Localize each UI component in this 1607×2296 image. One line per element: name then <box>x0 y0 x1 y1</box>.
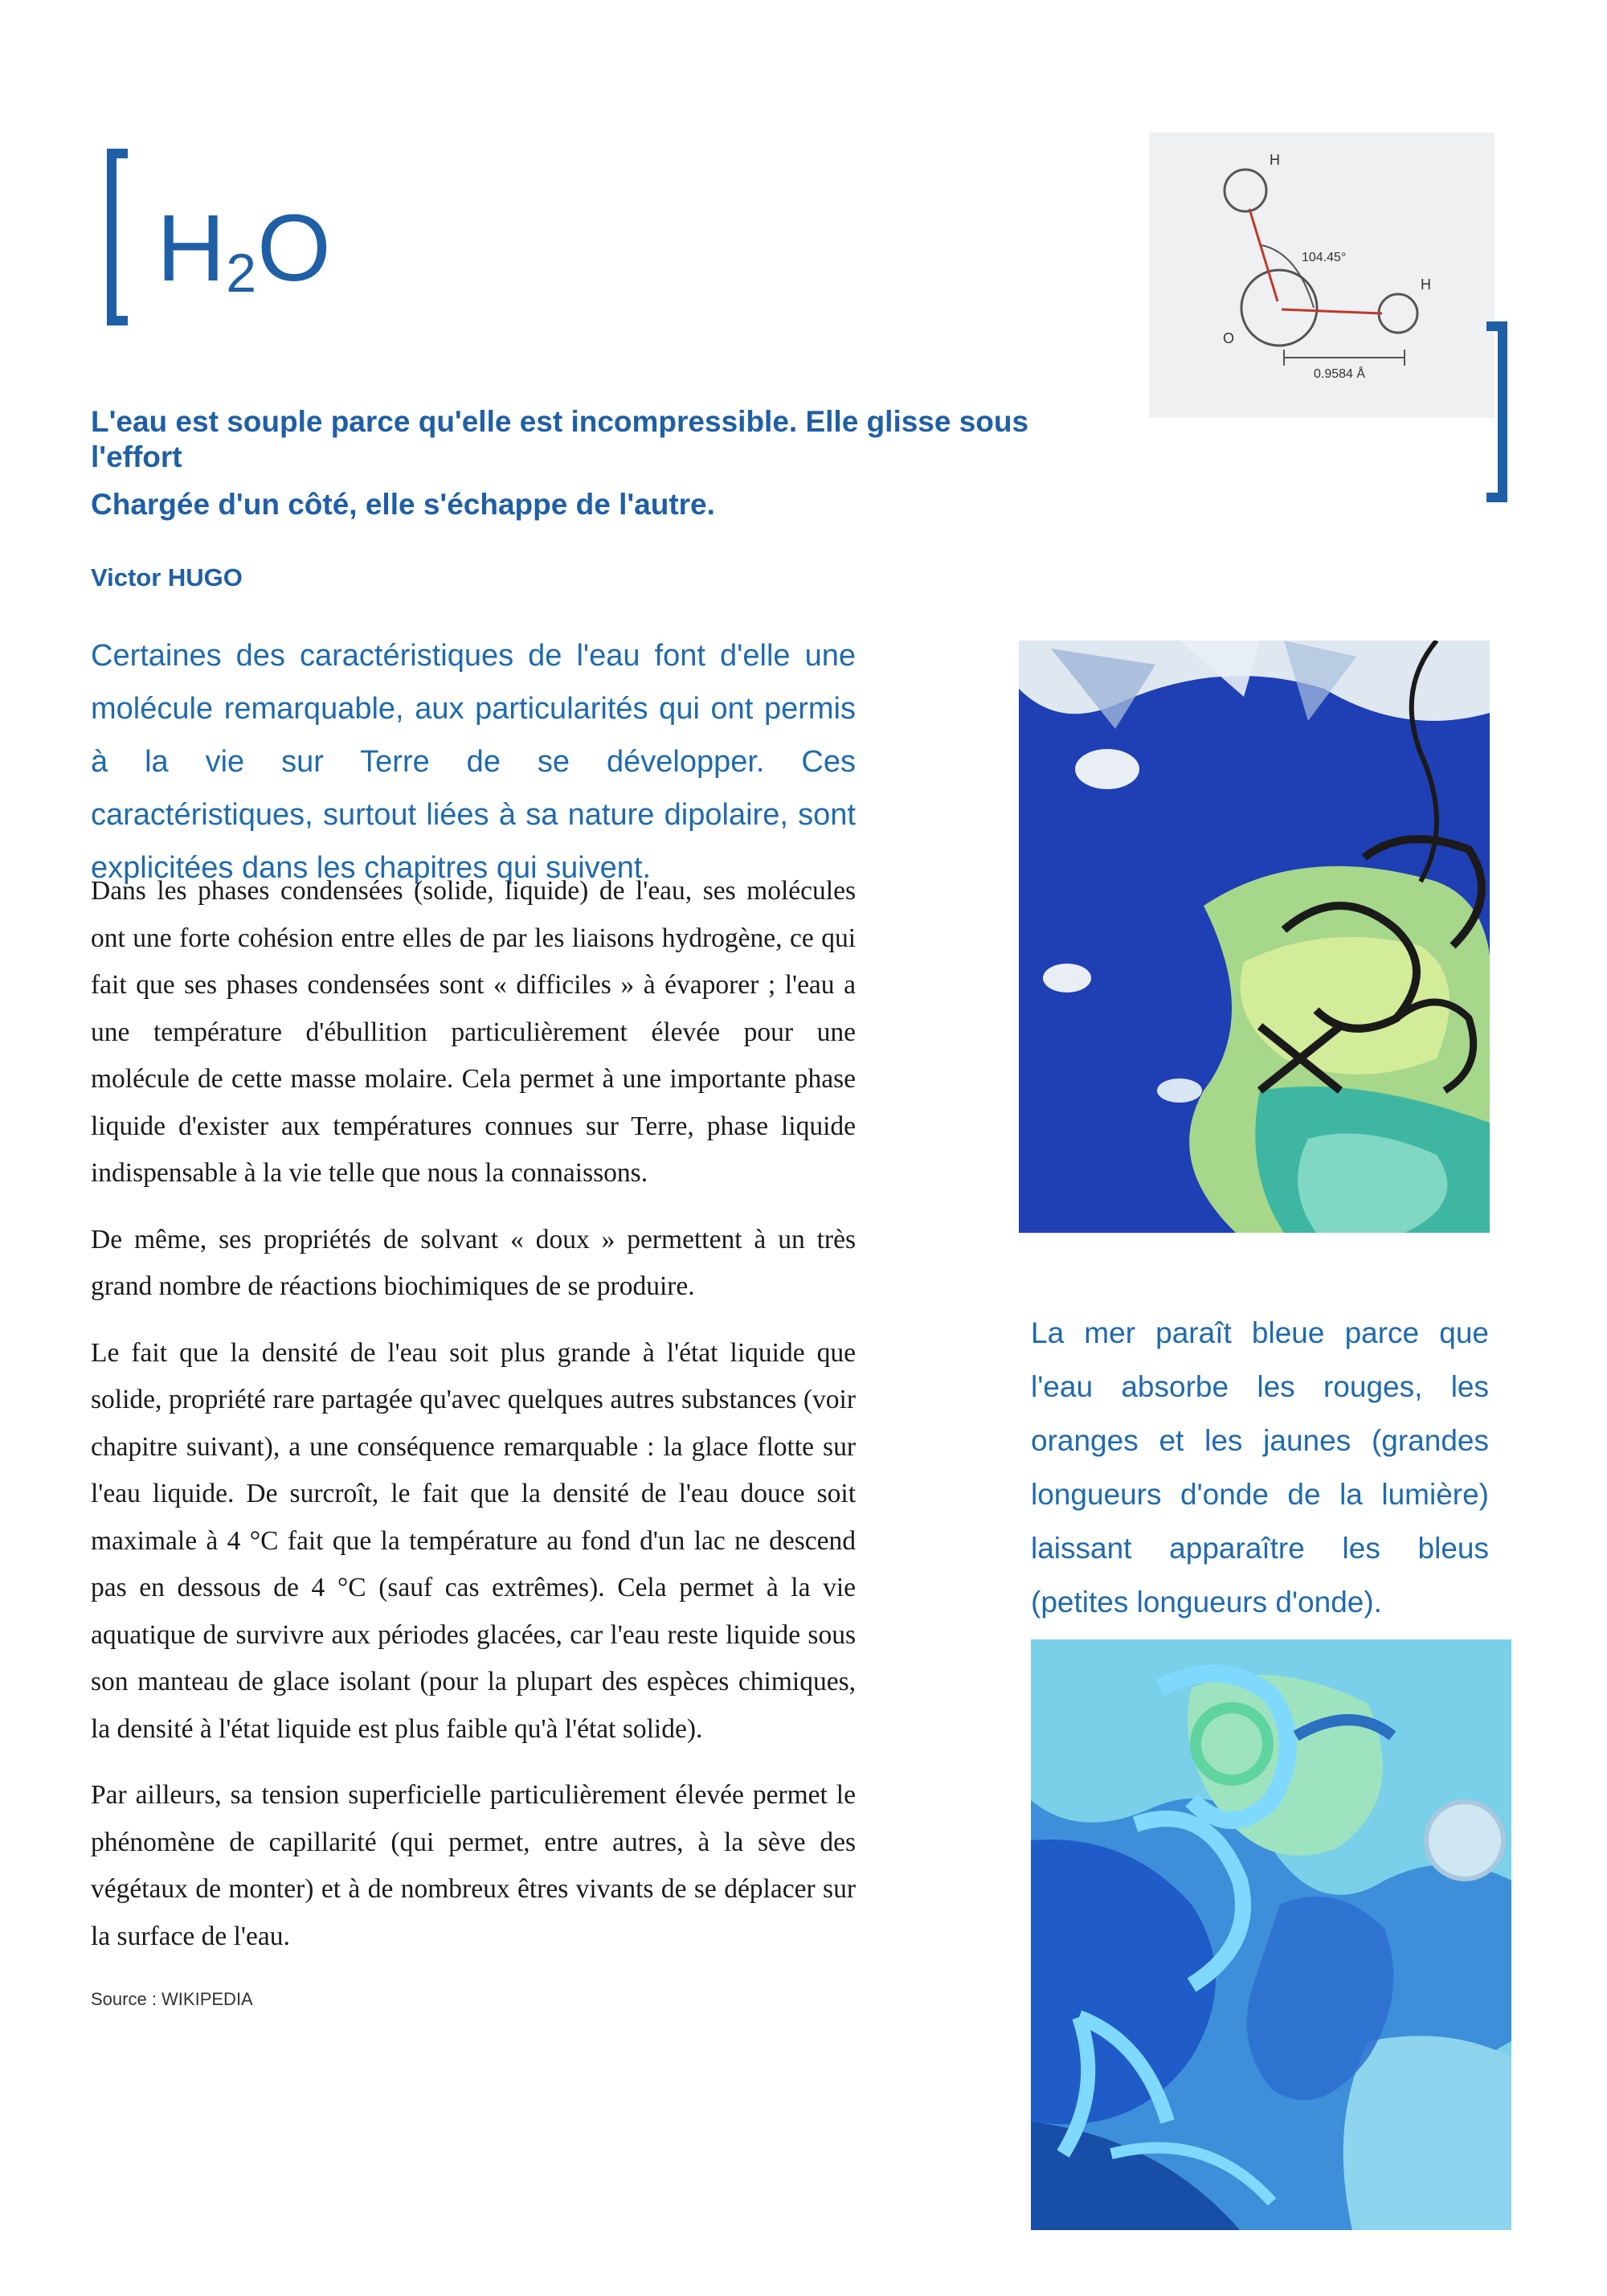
page-title: $H_2O$ <box>157 195 332 304</box>
quote-line-2: Chargée d'un côté, elle s'échappe de l'autre. <box>91 488 715 521</box>
paragraph: Dans les phases condensées (solide, liquide) de l'eau, ses molécules ont une forte cohésion entre elles de par les liaisons hydrogène, ce qui fait que ses phases condensées sont « difficiles » à évaporer ; l'eau a une température d'ébullition particulièrement élevée pour une molécule de cette masse molaire. Cela permet à une importante phase liquide d'exister aux températures connues sur Terre, phase liquide indispensable à la vie telle que nous la connaissons. <box>91 876 856 1188</box>
paragraph: Le fait que la densité de l'eau soit plus grande à l'état liquide que solide, propriété rare partagée qu'avec quelques autres substances (voir chapitre suivant), a une conséquence remarquable : la glace flotte sur l'eau liquide. De surcroît, le fait que la densité de l'eau douce soit maximale à 4 °C fait que la température au fond d'un lac ne descend pas en dessous de 4 °C (sauf cas extrêmes). Cela permet à la vie aquatique de survivre aux périodes glacées, car l'eau reste liquide sous son manteau de glace isolant (pour la plupart des espèces chimiques, la densité à l'état liquide est plus faible qu'à l'état solide). <box>91 1337 856 1744</box>
quote-author: Victor HUGO <box>91 563 243 591</box>
label-o: O <box>1223 330 1235 346</box>
paragraph: De même, ses propriétés de solvant « doux » permettent à un très grand nombre de réactions biochimiques de se produire. <box>91 1224 856 1301</box>
angle-label: 104.45° <box>1302 251 1347 264</box>
abstract-art-image-2 <box>1031 1639 1511 2230</box>
title-bracket-right <box>1486 321 1507 502</box>
distance-label: 0.9584 Å <box>1314 367 1366 381</box>
source-note: Source : WIKIPEDIA <box>91 1989 253 2009</box>
lead-paragraph: Certaines des caractéristiques de l'eau font d'elle une molécule remarquable, aux particularités qui ont permis à la vie sur Terre de se développer. Ces caractéristiques, surtout liées à sa nature dipolaire, sont explicitées dans les chapitres qui suivent. <box>91 639 856 885</box>
title-bracket-left <box>107 149 128 325</box>
body-text <box>91 868 856 1979</box>
paragraph: Par ailleurs, sa tension superficielle particulièrement élevée permet le phénomène de capillarité (qui permet, entre autres, à la sève des végétaux de monter) et à de nombreux êtres vivants de se déplacer sur la surface de l'eau. <box>91 1780 856 1951</box>
water-molecule-diagram <box>1149 133 1495 418</box>
abstract-art-image-1 <box>1019 641 1490 1233</box>
quote-line-1: L'eau est souple parce qu'elle est incompressible. Elle glisse sous l'effort <box>91 405 1029 474</box>
label-h-right: H <box>1421 276 1431 293</box>
image-caption: La mer paraît bleue parce que l'eau absorbe les rouges, les oranges et les jaunes (grandes longueurs d'onde de la lumière) laissant apparaître les bleus (petites longueurs d'onde). <box>1031 1316 1489 1619</box>
label-h-top: H <box>1270 152 1280 168</box>
